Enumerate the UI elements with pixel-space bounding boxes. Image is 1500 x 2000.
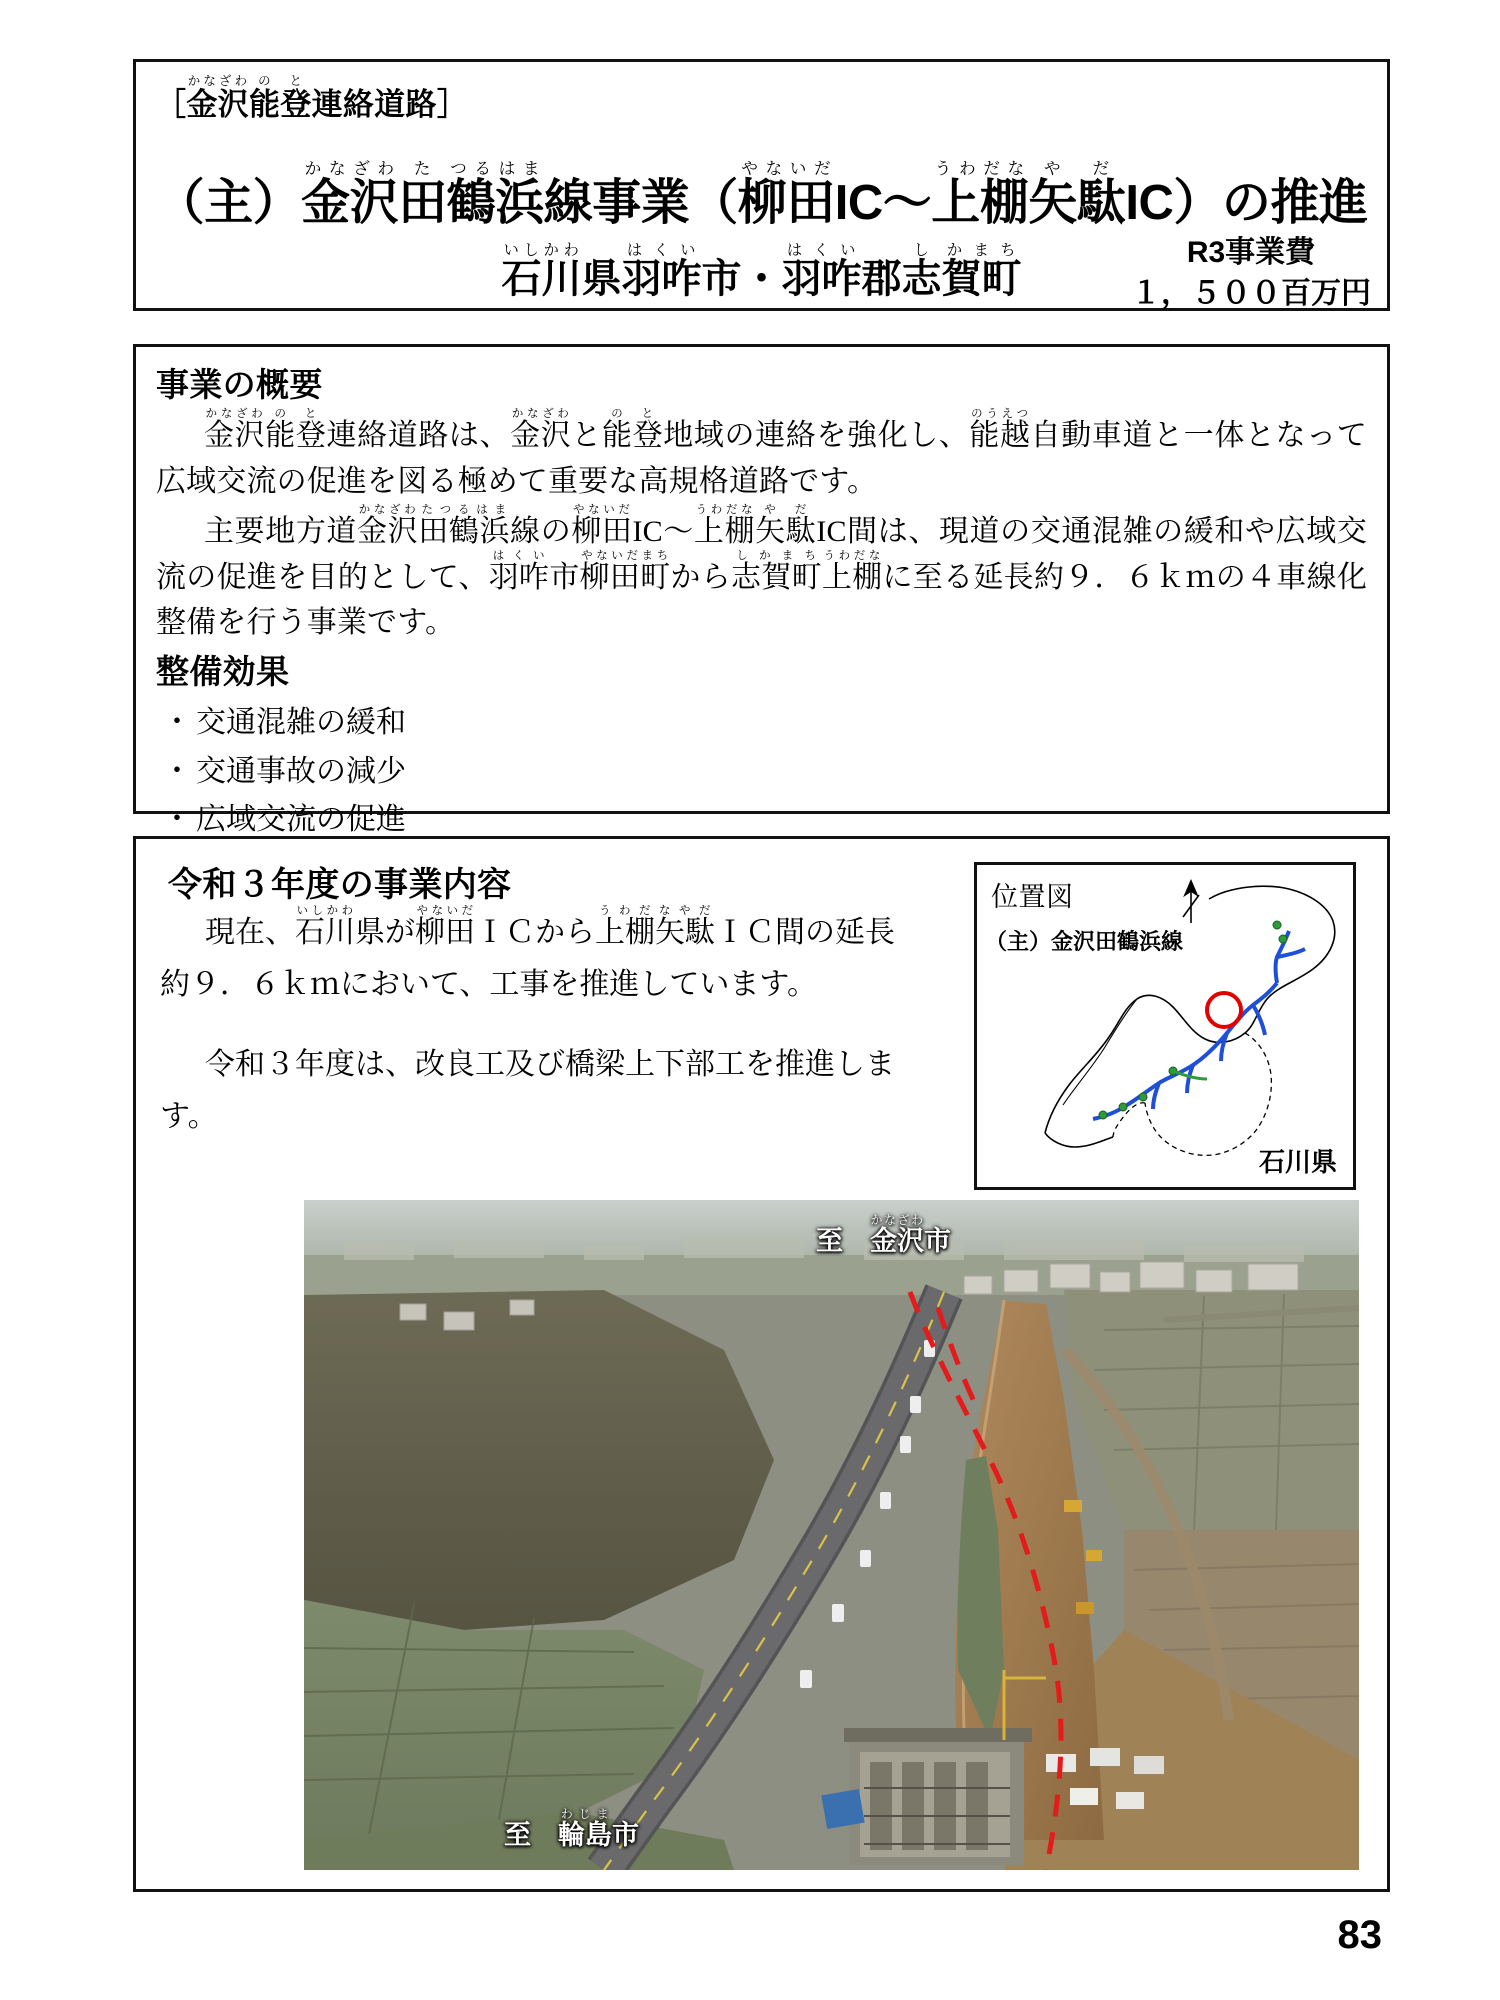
to-kanazawa-ruby: 金沢かなざわ [870,1213,924,1256]
cp1-ruby-yanaida: 柳田やないだ [415,905,475,949]
title-ruby-ta: 田た [398,159,447,230]
title-ruby-uwadana: 上棚うわだな [931,159,1029,230]
subtitle-ruby-ishikawa: 石川いしかわ [501,242,582,301]
overview-paragraph-2 [156,504,1367,646]
corridor-name [155,74,468,124]
bracket-open: ［ [155,87,187,122]
subtitle-ruby-hakui1: 羽咋はくい [621,242,702,301]
budget-block [1131,232,1371,315]
page-number: 83 [1337,1913,1382,1957]
cp1-ruby-ishikawa: 石川いしかわ [295,905,355,949]
ov2-ruby-uwadana2: 上棚うわだな [821,549,883,594]
budget-amount: １，５００百万円 [1131,277,1371,311]
ov2-t2: IC〜 [632,515,694,549]
subtitle-mid2: 市・ [701,257,782,301]
photo-label-to-kanazawa [816,1213,951,1258]
project-overview-box [133,344,1390,837]
ov1-ruby-kanazawa: 金沢かなざわ [204,408,266,452]
ov2-ruby-da: 駄だ [785,504,817,549]
ov1-t3: 地域の連絡を強化し、 [663,419,970,452]
title-ruby-kanazawa: 金沢かなざわ [301,159,399,230]
to-wajima-ruby: 輪島わじま [558,1807,612,1850]
ov2-ruby-yanaidamachi: 柳田町やないだまち [579,549,671,594]
title-mid2: IC〜 [834,176,932,230]
title-prefix: （主） [155,176,302,230]
cp1-t1: 県が [355,916,415,949]
location-map-graphic [977,865,1356,1190]
location-map-prefecture-label: 石川県 [1258,1147,1337,1177]
aerial-photo-graphic [304,1200,1359,1870]
subtitle-ruby-kamachi: 賀町かまち [941,242,1022,301]
title-suffix: IC）の推進 [1125,176,1368,230]
cp1-t3: ＩＣ間の延長約９．６ｋｍにおいて、工事を推進しています。 [160,916,895,1001]
title-ruby-da: 駄だ [1076,159,1126,230]
ov1-t4: 自動車道と一体となって広域交流の促進を図る極めて重要な高規格道路です。 [156,419,1367,498]
location-map-panel [974,862,1356,1190]
ov1-t1: 連絡道路は、 [326,419,511,452]
cp1-t0: 現在、 [205,916,295,949]
location-map-title: 位置図 [991,882,1074,912]
ov2-ruby-uwadana: 上棚うわだな [693,504,756,549]
to-wajima-prefix: 至 [504,1820,558,1850]
ov2-ruby-kanazawa: 金沢かなざわ [357,504,419,549]
overview-paragraph-1 [156,408,1367,504]
project-location-marker [1207,993,1241,1027]
title-mid1: 線事業（ [543,176,738,230]
ov2-ruby-tatsuruhama: 田鶴浜たつるはま [418,504,511,549]
list-item: ・ 広域交流の促進 [156,796,1367,845]
title-ruby-tsuruhama: 鶴浜つるはま [446,159,544,230]
header-box [133,59,1390,311]
content-paragraph-2: 令和３年度は、改良工及び橋梁上下部工を推進します。 [160,1048,895,1133]
ov1-ruby-kanazawa2: 金沢かなざわ [510,408,572,452]
location-map-legend: （主）金沢田鶴浜線 [985,929,1184,954]
cp1-ruby-uwadanayada: 上棚矢駄うわだなやだ [595,905,715,949]
ov1-ruby-nouetsu: 能越のうえつ [969,408,1031,452]
fiscal-year-content-box [133,836,1390,1892]
ov2-t0: 主要地方道 [204,515,358,549]
page-title [136,159,1387,234]
title-ruby-ya: 矢や [1028,159,1077,230]
corridor-ruby-noto: 能登のと [248,74,312,122]
photo-label-to-wajima [504,1807,639,1852]
subtitle-mid1: 県 [581,257,622,301]
ov2-t5: から [670,560,731,594]
ov2-ruby-hakui: 羽咋はくい [488,549,550,594]
budget-label: R3事業費 [1186,236,1316,269]
ov1-t2: と [571,419,603,452]
ov1-ruby-noto: 能登のと [265,408,327,452]
ov2-t1: 線の [510,515,572,549]
compass-icon [1183,881,1199,923]
ov2-ruby-yanaida: 柳田やないだ [571,504,633,549]
corridor-ruby-kanazawa: 金沢かなざわ [186,74,249,122]
bracket-close: ］ [436,87,469,122]
aerial-photo [304,1200,1359,1870]
overview-heading: 事業の概要 [156,366,323,403]
ov2-t4: 市 [549,560,580,594]
to-kanazawa-suffix: 市 [924,1226,951,1256]
list-item: ・ 交通混雑の緩和 [156,699,1367,748]
to-kanazawa-prefix: 至 [816,1226,870,1256]
ov2-ruby-shikamachi: 志賀町しかまち [731,549,822,594]
content-paragraph-1 [160,905,920,1010]
cp1-t2: ＩＣから [475,916,595,949]
list-item: ・ 交通事故の減少 [156,748,1367,797]
route-line [1093,931,1305,1119]
ov2-t3: IC間は、現道の交通混雑の緩和や広域交流の促進を目的として、 [156,515,1367,594]
effects-list [156,699,1367,845]
corridor-mid: 連絡道路 [311,87,437,122]
to-wajima-suffix: 市 [612,1820,639,1850]
forest-area [304,1290,774,1630]
title-ruby-yanaida: 柳田やないだ [737,159,835,230]
ov1-ruby-noto2: 能登のと [602,408,664,452]
subtitle-mid3: 郡 [861,257,902,301]
content-heading: 令和３年度の事業内容 [168,866,512,904]
effects-heading: 整備効果 [156,652,290,690]
subtitle-ruby-shi: 志し [901,242,942,301]
ov2-t6: に至る延長約９．６ｋｍの４車線化整備を行う事業です。 [156,560,1368,640]
ov2-ruby-ya: 矢や [755,504,786,549]
subtitle-ruby-hakui2: 羽咋はくい [781,242,862,301]
